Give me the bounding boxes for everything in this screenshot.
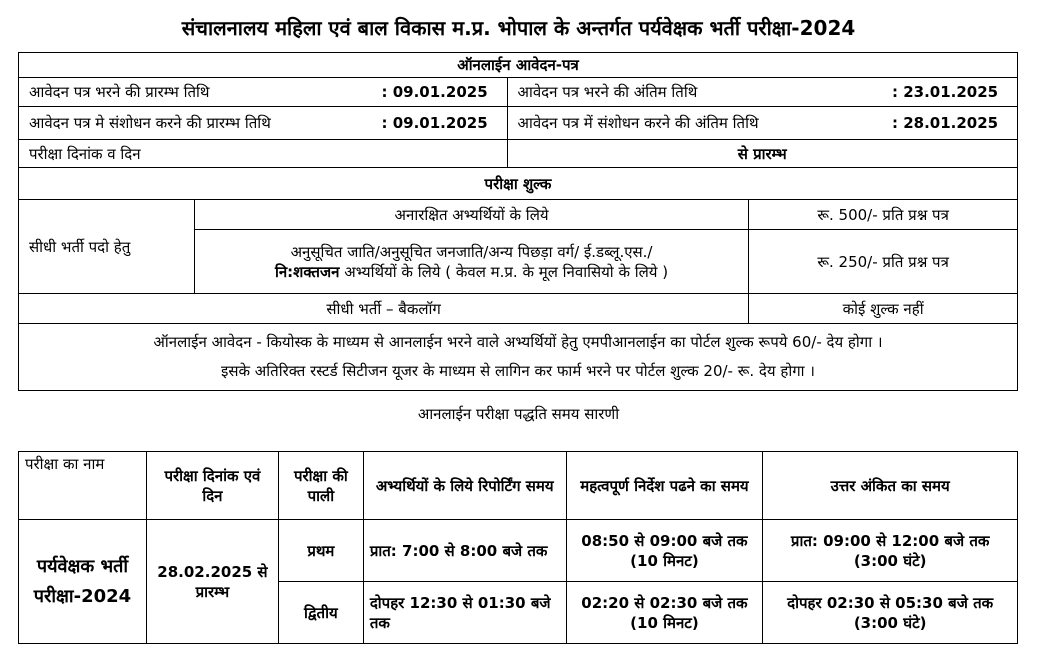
- exam-date: 28.02.2025 से प्रारम्भ: [146, 520, 278, 644]
- backlog-label: सीधी भर्ती – बैकलॉग: [19, 294, 749, 324]
- start-date-row: [19, 78, 508, 107]
- instructions-cell: [566, 520, 763, 582]
- answer-cell: [763, 582, 1018, 644]
- reserved-fee: रू. 250/- प्रति प्रश्न पत्र: [749, 230, 1018, 294]
- instructions-cell: [566, 582, 763, 644]
- reserved-line-2: अभ्यर्थियों के लिये ( केवल म.प्र. के मूल निवासियो के लिये ): [339, 262, 669, 281]
- schedule-heading: आनलाईन परीक्षा पद्धति समय सारणी: [417, 405, 620, 423]
- instructions-time: 08:50 से 09:00 बजे तक: [581, 531, 748, 550]
- header-reporting-time: अभ्यर्थियों के लिये रिपोर्टिंग समय: [363, 452, 566, 520]
- shift-name: द्वितीय: [278, 582, 363, 644]
- correction-start-label: आवेदन पत्र मे संशोधन करने की प्रारम्भ तिथि: [29, 114, 271, 132]
- fee-notes: [19, 324, 1018, 391]
- end-date-label: आवेदन पत्र भरने की अंतिम तिथि: [517, 83, 698, 101]
- schedule-table: [18, 451, 1018, 644]
- header-answer-time: उत्तर अंकित का समय: [763, 452, 1018, 520]
- backlog-fee: कोई शुल्क नहीं: [749, 294, 1018, 324]
- correction-end-label: आवेदन पत्र में संशोधन करने की अंतिम तिथि: [517, 114, 759, 132]
- direct-recruitment-label: सीधी भर्ती पदो हेतु: [19, 200, 195, 294]
- application-heading: ऑनलाईन आवेदन-पत्र: [19, 53, 1018, 78]
- correction-start-value: : 09.01.2025: [381, 114, 488, 132]
- instructions-duration: (10 मिनट): [630, 551, 699, 570]
- exam-date-value: से प्रारम्भ: [507, 140, 1017, 168]
- answer-cell: [763, 520, 1018, 582]
- page-title: संचालनालय महिला एवं बाल विकास म.प्र. भोपाल के अन्तर्गत पर्यवेक्षक भर्ती परीक्षा-2024: [181, 16, 856, 40]
- fee-heading: परीक्षा शुल्क: [19, 168, 1018, 200]
- table-row: [19, 520, 1018, 582]
- reporting-time: प्रात: 7:00 से 8:00 बजे तक: [363, 520, 566, 582]
- answer-time: प्रात: 09:00 से 12:00 बजे तक: [790, 531, 990, 550]
- reserved-line-1: अनुसूचित जाति/अनुसूचित जनजाति/अन्य पिछड़ा वर्ग/ ई.डब्लू.एस./: [290, 242, 653, 261]
- reporting-time: दोपहर 12:30 से 01:30 बजे तक: [363, 582, 566, 644]
- start-date-value: : 09.01.2025: [381, 83, 488, 101]
- correction-end-row: [507, 107, 1017, 140]
- header-shift: परीक्षा की पाली: [278, 452, 363, 520]
- exam-date-label: परीक्षा दिनांक व दिन: [19, 140, 508, 168]
- answer-duration: (3:00 घंटे): [853, 613, 927, 632]
- correction-start-row: [19, 107, 508, 140]
- exam-name: पर्यवेक्षक भर्ती परीक्षा-2024: [19, 520, 147, 644]
- instructions-time: 02:20 से 02:30 बजे तक: [581, 593, 748, 612]
- header-exam-date: परीक्षा दिनांक एवं दिन: [146, 452, 278, 520]
- fee-note-1: ऑनलाईन आवेदन - कियोस्क के माध्यम से आनलाईन भरने वाले अभ्यर्थियों हेतु एमपीआनलाईन का पोर्टल शुल्क रूपये 60/- देय होगा ।: [153, 333, 883, 351]
- instructions-duration: (10 मिनट): [630, 613, 699, 632]
- start-date-label: आवेदन पत्र भरने की प्रारम्भ तिथि: [29, 83, 210, 101]
- header-exam-name: परीक्षा का नाम: [19, 452, 147, 520]
- header-instructions-time: महत्वपूर्ण निर्देश पढने का समय: [566, 452, 763, 520]
- answer-duration: (3:00 घंटे): [853, 551, 927, 570]
- unreserved-label: अनारक्षित अभ्यर्थियों के लिये: [194, 200, 748, 230]
- unreserved-fee: रू. 500/- प्रति प्रश्न पत्र: [749, 200, 1018, 230]
- answer-time: दोपहर 02:30 से 05:30 बजे तक: [787, 593, 994, 612]
- end-date-value: : 23.01.2025: [892, 83, 999, 101]
- correction-end-value: : 28.01.2025: [892, 114, 999, 132]
- end-date-row: [507, 78, 1017, 107]
- shift-name: प्रथम: [278, 520, 363, 582]
- application-table: [18, 52, 1018, 391]
- reserved-label: [194, 230, 748, 294]
- fee-note-2: इसके अतिरिक्त रस्टर्ड सिटीजन यूजर के माध्यम से लागिन कर फार्म भरने पर पोर्टल शुल्क 20/- रू. देय होगा ।: [221, 362, 815, 380]
- reserved-bold: नि:शक्तजन: [274, 262, 340, 281]
